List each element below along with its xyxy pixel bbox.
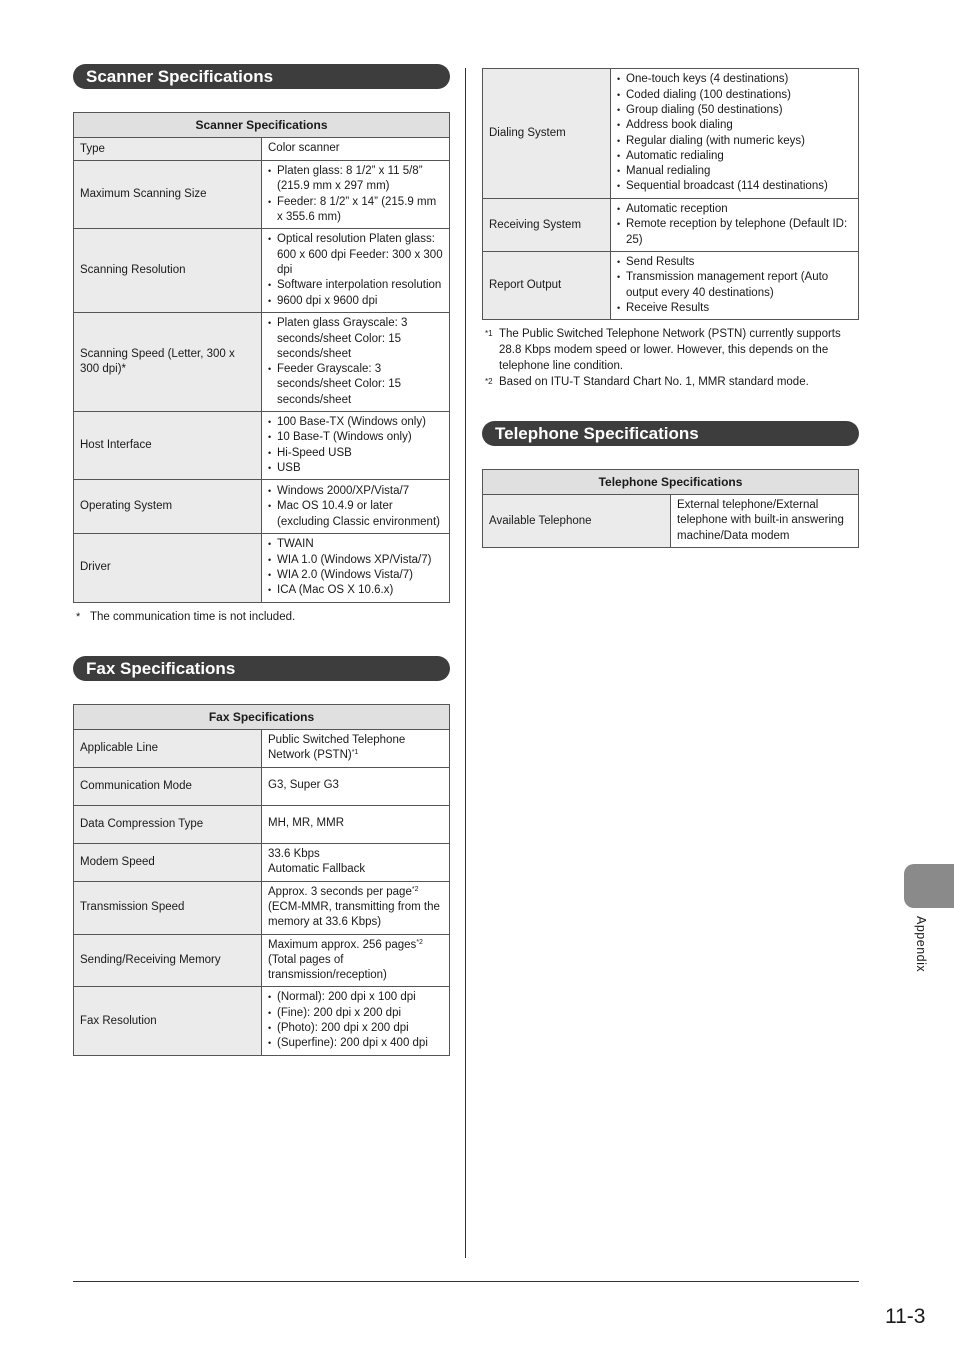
row-label: Sending/Receiving Memory — [74, 934, 262, 987]
list-item: • Mac OS 10.4.9 or later (excluding Classic environment) — [268, 499, 443, 530]
column-divider — [465, 68, 466, 1258]
table-header: Fax Specifications — [74, 704, 450, 729]
row-label: Modem Speed — [74, 843, 262, 881]
row-value: Color scanner — [262, 138, 450, 161]
page-number: 11-3 — [885, 1305, 926, 1328]
list-item: • Windows 2000/XP/Vista/7 — [268, 484, 443, 499]
list-item: • (Normal): 200 dpi x 100 dpi — [268, 990, 443, 1005]
scanner-footnote — [73, 609, 450, 625]
row-value: Approx. 3 seconds per page — [268, 885, 412, 898]
list-item: • 100 Base-TX (Windows only) — [268, 415, 443, 430]
appendix-tab — [904, 864, 954, 908]
row-label: Maximum Scanning Size — [74, 161, 262, 229]
table-row — [74, 881, 450, 934]
table-row — [74, 161, 450, 229]
table-row — [74, 534, 450, 602]
table-row — [74, 138, 450, 161]
row-label: Transmission Speed — [74, 881, 262, 934]
list-item: • Coded dialing (100 destinations) — [617, 88, 852, 103]
list-item: • (Superfine): 200 dpi x 400 dpi — [268, 1036, 443, 1051]
list-item: • ICA (Mac OS X 10.6.x) — [268, 583, 443, 598]
row-value: Maximum approx. 256 pages — [268, 938, 417, 951]
footnote-mark: *2 — [485, 377, 493, 387]
row-label: Available Telephone — [483, 495, 671, 548]
row-value: MH, MR, MMR — [262, 805, 450, 843]
row-label: Operating System — [74, 480, 262, 534]
table-row — [74, 480, 450, 534]
list-item: • Receive Results — [617, 301, 852, 316]
footnote-text: Based on ITU-T Standard Chart No. 1, MMR standard mode. — [499, 376, 809, 389]
row-value: Public Switched Telephone Network (PSTN) — [268, 733, 406, 762]
table-header: Scanner Specifications — [74, 113, 450, 138]
footnote — [482, 374, 859, 390]
row-label: Receiving System — [483, 199, 611, 252]
row-label: Report Output — [483, 252, 611, 320]
footer-rule — [73, 1281, 859, 1282]
fax-spec-table — [73, 704, 450, 1056]
scanner-section-title: Scanner Specifications — [73, 64, 450, 89]
list-item: • Optical resolution Platen glass: 600 x 600 dpi Feeder: 300 x 300 dpi — [268, 232, 443, 278]
table-row — [74, 767, 450, 805]
table-header: Telephone Specifications — [483, 470, 859, 495]
appendix-tab-label: Appendix — [914, 916, 928, 973]
footnote-text: The communication time is not included. — [90, 610, 296, 623]
list-item: • USB — [268, 461, 443, 476]
row-label: Scanning Resolution — [74, 229, 262, 313]
footnote-mark: * — [76, 610, 81, 623]
telephone-section-title: Telephone Specifications — [482, 421, 859, 446]
list-item: • WIA 2.0 (Windows Vista/7) — [268, 568, 443, 583]
row-value: External telephone/External telephone with built-in answering machine/Data modem — [671, 495, 859, 548]
list-item: • (Photo): 200 dpi x 200 dpi — [268, 1021, 443, 1036]
row-label: Applicable Line — [74, 729, 262, 767]
fax-section-title: Fax Specifications — [73, 656, 450, 681]
row-value: (ECM-MMR, transmitting from the memory at 33.6 Kbps) — [268, 900, 440, 929]
footnote-ref: *2 — [416, 938, 423, 946]
fax-footnotes — [482, 326, 859, 390]
row-label: Driver — [74, 534, 262, 602]
footnote-mark: *1 — [485, 329, 493, 339]
right-column — [482, 68, 859, 548]
telephone-spec-table — [482, 469, 859, 548]
list-item: • Transmission management report (Auto output every 40 destinations) — [617, 270, 852, 301]
scanner-spec-table — [73, 112, 450, 603]
list-item: • Regular dialing (with numeric keys) — [617, 134, 852, 149]
list-item: • Platen glass: 8 1/2” x 11 5/8” (215.9 mm x 297 mm) — [268, 164, 443, 195]
list-item: • Sequential broadcast (114 destinations) — [617, 179, 852, 194]
fax-spec-table-continued — [482, 68, 859, 320]
list-item: • Platen glass Grayscale: 3 seconds/sheet Color: 15 seconds/sheet — [268, 316, 443, 362]
table-row — [74, 805, 450, 843]
row-value: G3, Super G3 — [262, 767, 450, 805]
footnote-text: The Public Switched Telephone Network (PSTN) currently supports 28.8 Kbps modem speed or lower. However, this depends on the telephone line condition. — [499, 328, 841, 373]
row-label: Dialing System — [483, 69, 611, 199]
list-item: • 10 Base-T (Windows only) — [268, 430, 443, 445]
footnote — [482, 326, 859, 374]
list-item: • TWAIN — [268, 537, 443, 552]
table-row — [74, 987, 450, 1055]
list-item: • Send Results — [617, 255, 852, 270]
table-row — [74, 229, 450, 313]
list-item: • Automatic reception — [617, 202, 852, 217]
row-label: Data Compression Type — [74, 805, 262, 843]
row-label: Type — [74, 138, 262, 161]
list-item: • Feeder: 8 1/2” x 14” (215.9 mm x 355.6 mm) — [268, 195, 443, 226]
row-label: Fax Resolution — [74, 987, 262, 1055]
table-row — [74, 313, 450, 412]
table-row — [74, 412, 450, 480]
list-item: • Group dialing (50 destinations) — [617, 103, 852, 118]
table-row — [74, 843, 450, 881]
table-row — [483, 69, 859, 199]
list-item: • Feeder Grayscale: 3 seconds/sheet Color: 15 seconds/sheet — [268, 362, 443, 408]
row-label: Communication Mode — [74, 767, 262, 805]
row-label: Scanning Speed (Letter, 300 x 300 dpi)* — [74, 313, 262, 412]
table-row — [483, 252, 859, 320]
list-item: • WIA 1.0 (Windows XP/Vista/7) — [268, 553, 443, 568]
list-item: • Software interpolation resolution — [268, 278, 443, 293]
table-row — [74, 934, 450, 987]
footnote-ref: *1 — [351, 749, 359, 757]
list-item: • Remote reception by telephone (Default ID: 25) — [617, 217, 852, 248]
list-item: • Automatic redialing — [617, 149, 852, 164]
list-item: • Manual redialing — [617, 164, 852, 179]
table-row — [483, 495, 859, 548]
footnote-ref: *2 — [411, 885, 419, 893]
list-item: • 9600 dpi x 9600 dpi — [268, 294, 443, 309]
left-column — [73, 64, 450, 1056]
list-item: • Hi-Speed USB — [268, 446, 443, 461]
row-value: 33.6 Kbps — [268, 847, 320, 860]
table-row — [74, 729, 450, 767]
row-label: Host Interface — [74, 412, 262, 480]
row-value: (Total pages of transmission/reception) — [268, 953, 387, 982]
list-item: • Address book dialing — [617, 118, 852, 133]
table-row — [483, 199, 859, 252]
row-value: Automatic Fallback — [268, 863, 366, 876]
list-item: • One-touch keys (4 destinations) — [617, 72, 852, 87]
list-item: • (Fine): 200 dpi x 200 dpi — [268, 1006, 443, 1021]
